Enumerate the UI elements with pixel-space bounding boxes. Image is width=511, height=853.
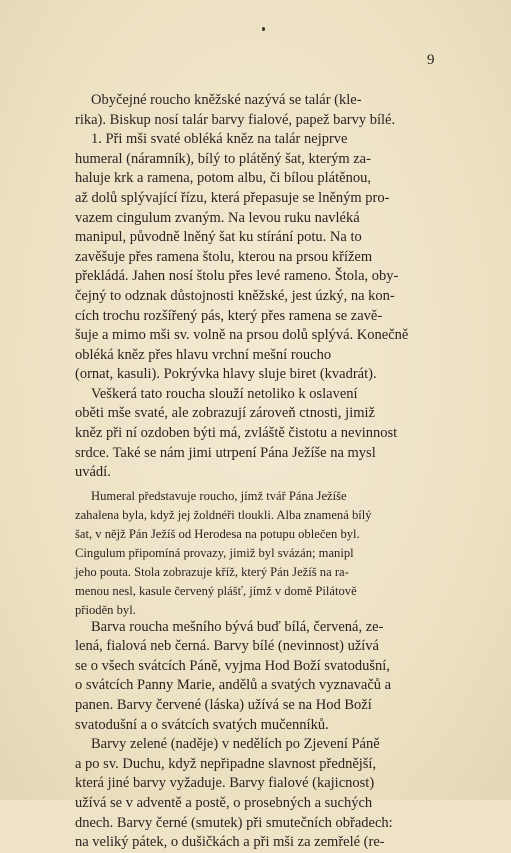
- text-line: a po sv. Duchu, když nepřipadne slavnost přednější,: [75, 755, 377, 772]
- paragraph-vestment-colors: [75, 618, 455, 736]
- text-line: která jiné barvy vyžaduje. Barvy fialové (kajicnost): [75, 775, 375, 792]
- text-line: lená, fialová neb černá. Barvy bílé (nevinnost) užívá: [75, 638, 379, 655]
- text-line: Barva roucha mešního bývá buď bílá, červená, ze-: [91, 618, 384, 635]
- text-line: (ornat, kasuli). Pokrývka hlavy sluje biret (kvadrát).: [75, 366, 377, 383]
- text-line: užívá se v adventě a postě, o prosebných a suchých: [75, 794, 373, 811]
- text-line: 1. Při mši svaté obléká kněz na talár nejprve: [91, 131, 348, 148]
- text-line: humeral (náramník), bílý to plátěný šat, kterým za-: [75, 150, 371, 167]
- text-line: Barvy zelené (naděje) v nedělích po Zjevení Páně: [91, 736, 380, 753]
- text-line: Veškerá tato roucha slouží netoliko k oslavení: [91, 385, 358, 402]
- paragraph-colors-continued: [75, 735, 455, 853]
- text-line: vazem cingulum zvaným. Na levou ruku navléká: [75, 209, 360, 226]
- text-line: přioděn byl.: [75, 603, 136, 617]
- page-number: 9: [427, 52, 435, 68]
- text-line: zahalena byla, když jej žoldnéři tloukli. Alba znamená bílý: [75, 508, 372, 522]
- paragraph-symbolism-detail: [75, 487, 455, 620]
- text-line: překládá. Jahen nosí štolu přes levé rameno. Štola, oby-: [75, 268, 399, 285]
- paragraph-clerical-garment: [75, 91, 455, 130]
- paragraph-mass-vestments: [75, 130, 455, 385]
- text-line: zavěšuje přes ramena štolu, kterou na prsou křížem: [75, 248, 373, 265]
- text-line: dnech. Barvy černé (smutek) při smutečních obřadech:: [75, 814, 393, 831]
- text-line: panen. Barvy červené (láska) užívá se na Hod Boží: [75, 696, 372, 713]
- text-line: menou nesl, kasule červený plášť, jímž v domě Pilátově: [75, 584, 357, 598]
- text-line: na veliký pátek, o dušičkách a při mši za zemřelé (re-: [75, 834, 385, 851]
- text-line: haluje krk a ramena, potom albu, či bílou plátěnou,: [75, 170, 371, 187]
- text-line: cích trochu rozšířený pás, který přes ramena se zavě-: [75, 307, 383, 324]
- text-line: šat, v nějž Pán Ježíš od Herodesa na potupu oblečen byl.: [75, 527, 360, 541]
- text-line: šuje a mimo mši sv. volně na prsou dolů splývá. Konečně: [75, 327, 409, 344]
- text-line: jeho pouta. Stola zobrazuje kříž, který Pán Ježíš na ra-: [75, 565, 349, 579]
- text-line: až dolů splývající řízu, která přepasuje se lněným pro-: [75, 189, 390, 206]
- text-line: rika). Biskup nosí talár barvy fialové, papež barvy bílé.: [75, 111, 396, 128]
- text-line: se o všech svátcích Páně, vyjma Hod Boží svatodušní,: [75, 657, 390, 674]
- text-line: kněz při ní ozdoben býti má, zvláště čistotu a nevinnost: [75, 424, 398, 441]
- print-speck: [262, 27, 265, 31]
- text-line: Cingulum připomíná provazy, jimiž byl svázán; manipl: [75, 546, 354, 560]
- text-line: Humeral představuje roucho, jímž tvář Pána Ježíše: [91, 489, 347, 503]
- text-line: srdce. Také se nám jimi utrpení Pána Ježíše na mysl: [75, 444, 376, 461]
- text-line: o svátcích Panny Marie, andělů a svatých vyznavačů a: [75, 677, 392, 694]
- text-line: svatodušní a o svátcích svatých mučenníků.: [75, 716, 329, 733]
- text-line: uvádí.: [75, 464, 111, 481]
- text-line: manipul, původně lněný šat ku stírání potu. Na to: [75, 229, 362, 246]
- text-line: oběti mše svaté, ale zobrazují zároveň ctnosti, jimiž: [75, 405, 375, 422]
- paragraph-symbolism-intro: [75, 385, 455, 483]
- text-line: Obyčejné roucho kněžské nazývá se talár (kle-: [91, 92, 362, 108]
- text-line: čejný to odznak důstojnosti kněžské, jest úzký, na kon-: [75, 287, 395, 304]
- text-line: obléká kněz přes hlavu vrchní mešní roucho: [75, 346, 332, 363]
